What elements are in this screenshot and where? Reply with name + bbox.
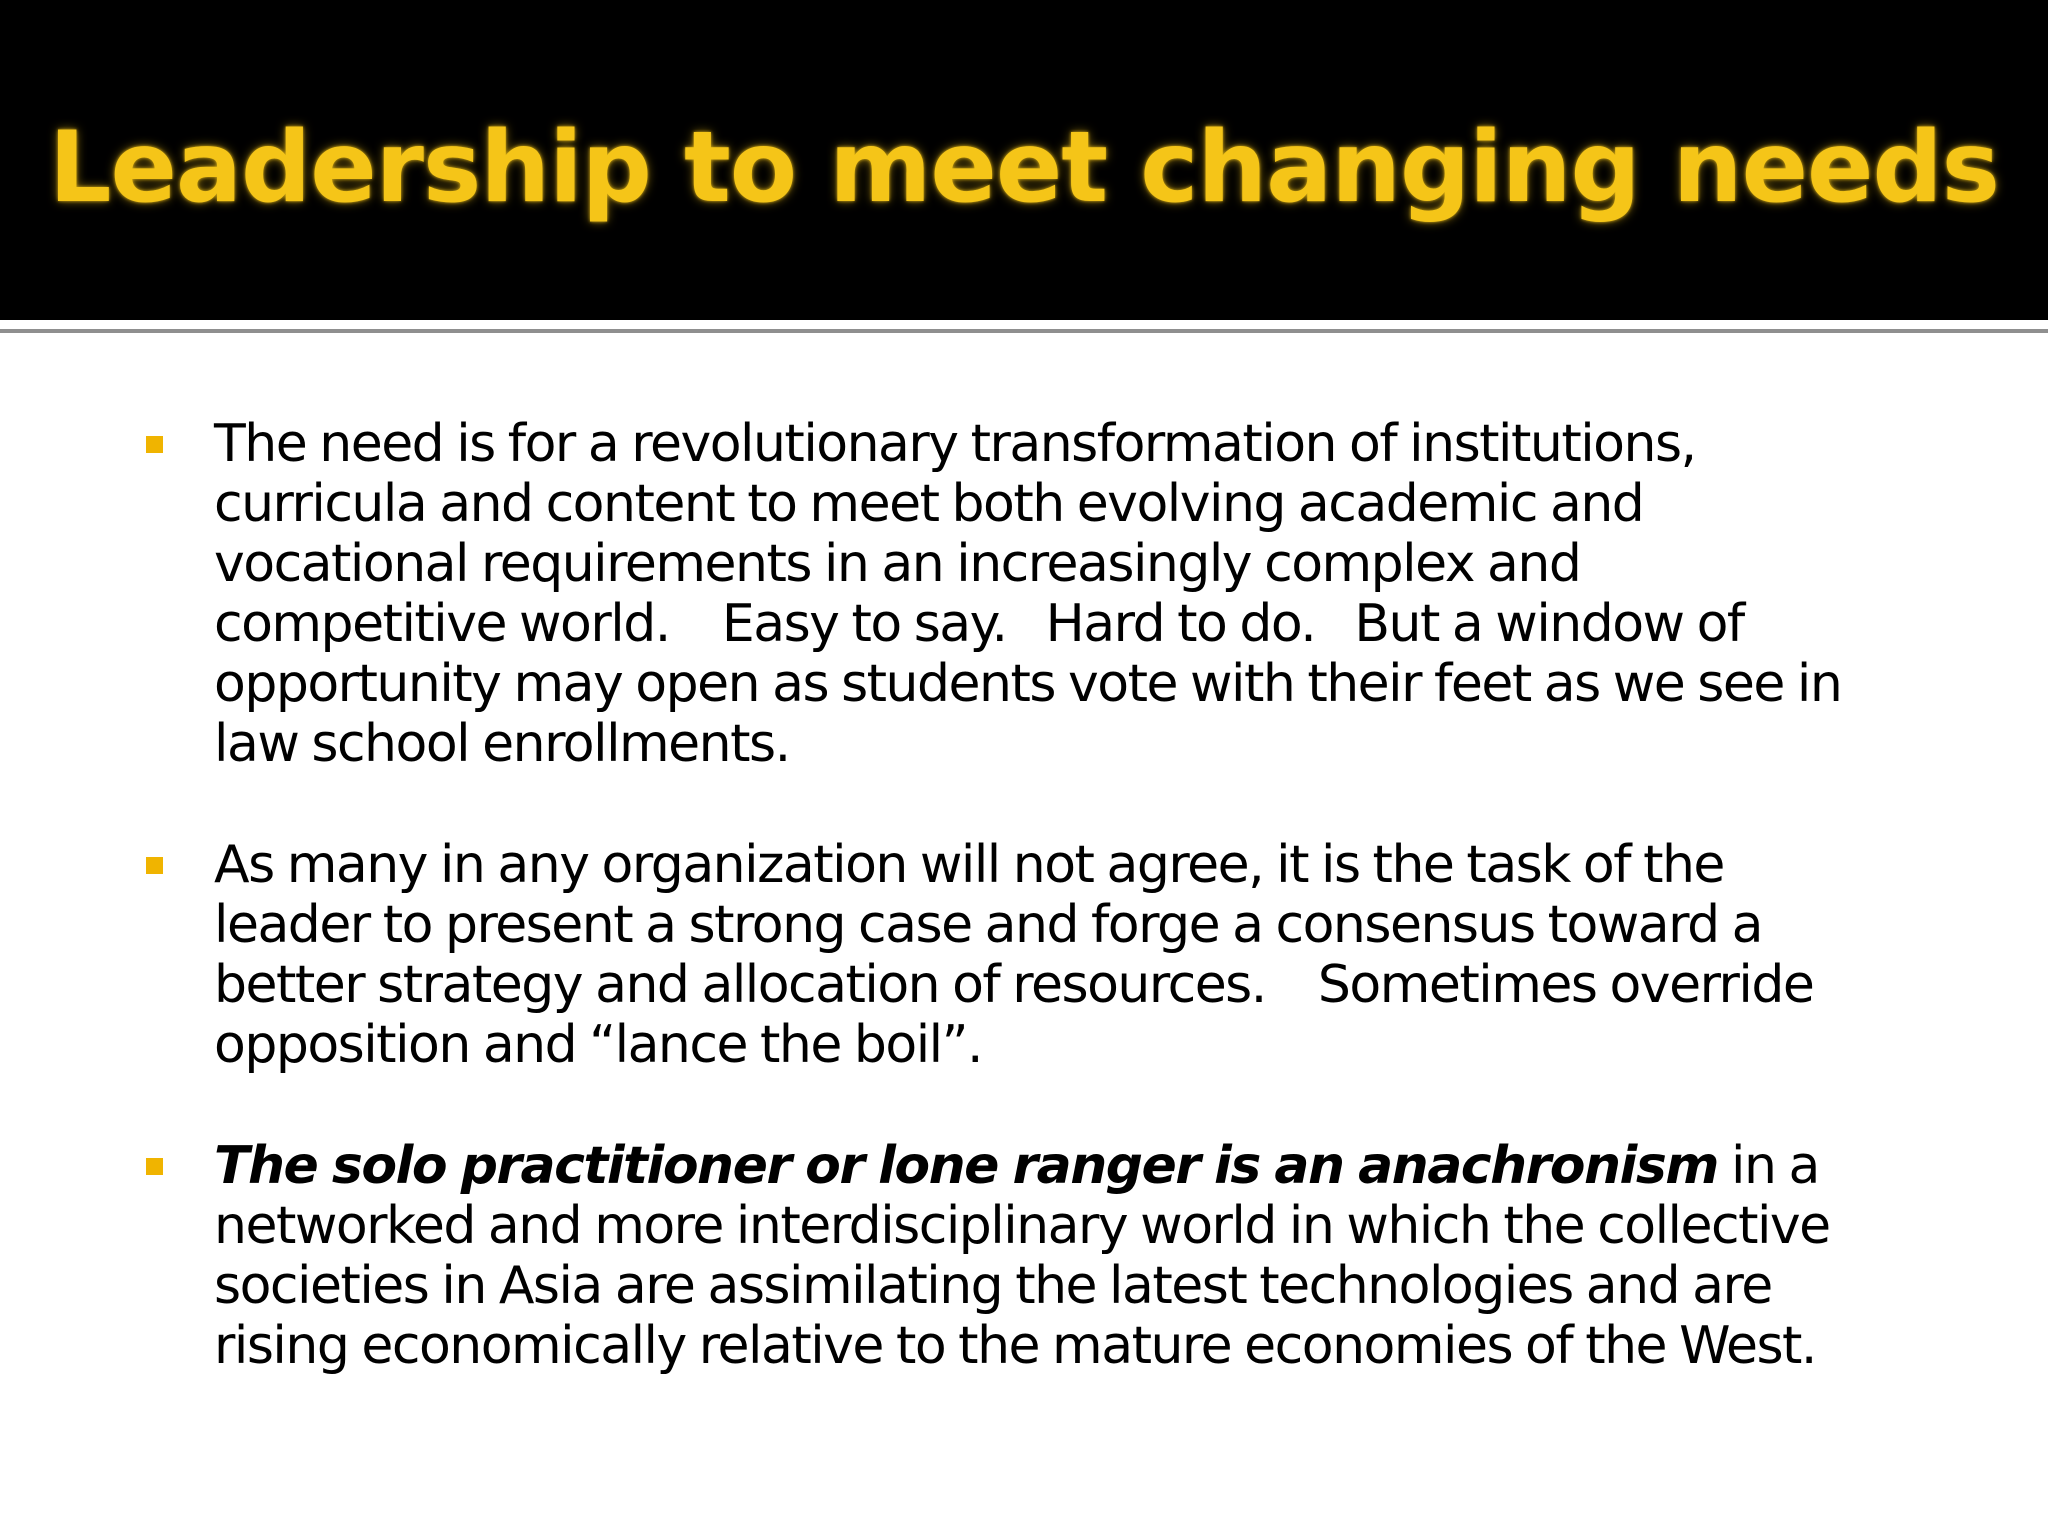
bullet-1-line-3: vocational requirements in an increasingly complex and <box>214 534 1581 594</box>
bullet-1-line-4: competitive world. Easy to say. Hard to do. But a window of <box>214 594 1744 654</box>
bullet-text-3 <box>214 1136 1954 1376</box>
bullet-3-first-line-rest: in a <box>1717 1136 1819 1196</box>
bullet-3-line-4: rising economically relative to the mature economies of the West. <box>214 1316 1816 1376</box>
bullet-3-line-1 <box>214 1136 1954 1196</box>
bullet-text-1 <box>214 414 1954 774</box>
bullet-1-line-1: The need is for a revolutionary transformation of institutions, <box>214 414 1696 474</box>
bullet-3-line-3: societies in Asia are assimilating the latest technologies and are <box>214 1256 1772 1316</box>
bullet-1-line-5: opportunity may open as students vote with their feet as we see in <box>214 654 1842 714</box>
bullet-2-line-3: better strategy and allocation of resources. Sometimes override <box>214 955 1814 1015</box>
bullet-2-line-4: opposition and “lance the boil”. <box>214 1015 983 1075</box>
bullet-marker-1 <box>146 436 163 453</box>
slide-title: Leadership to meet changing needs <box>49 111 1999 225</box>
title-gap <box>0 320 2048 329</box>
bullet-2-line-1: As many in any organization will not agree, it is the task of the <box>214 835 1724 895</box>
title-bar <box>0 0 2048 320</box>
bullet-3-emphasis: The solo practitioner or lone ranger is an anachronism <box>214 1136 1718 1196</box>
bullet-marker-2 <box>146 857 163 874</box>
bullet-1-line-6: law school enrollments. <box>214 714 790 774</box>
bullet-text-2 <box>214 835 1954 1075</box>
bullet-2-line-2: leader to present a strong case and forge a consensus toward a <box>214 895 1763 955</box>
bullet-marker-3 <box>146 1158 163 1175</box>
bullet-1-line-2: curricula and content to meet both evolving academic and <box>214 474 1644 534</box>
bullet-3-line-2: networked and more interdisciplinary world in which the collective <box>214 1196 1830 1256</box>
title-divider <box>0 329 2048 333</box>
